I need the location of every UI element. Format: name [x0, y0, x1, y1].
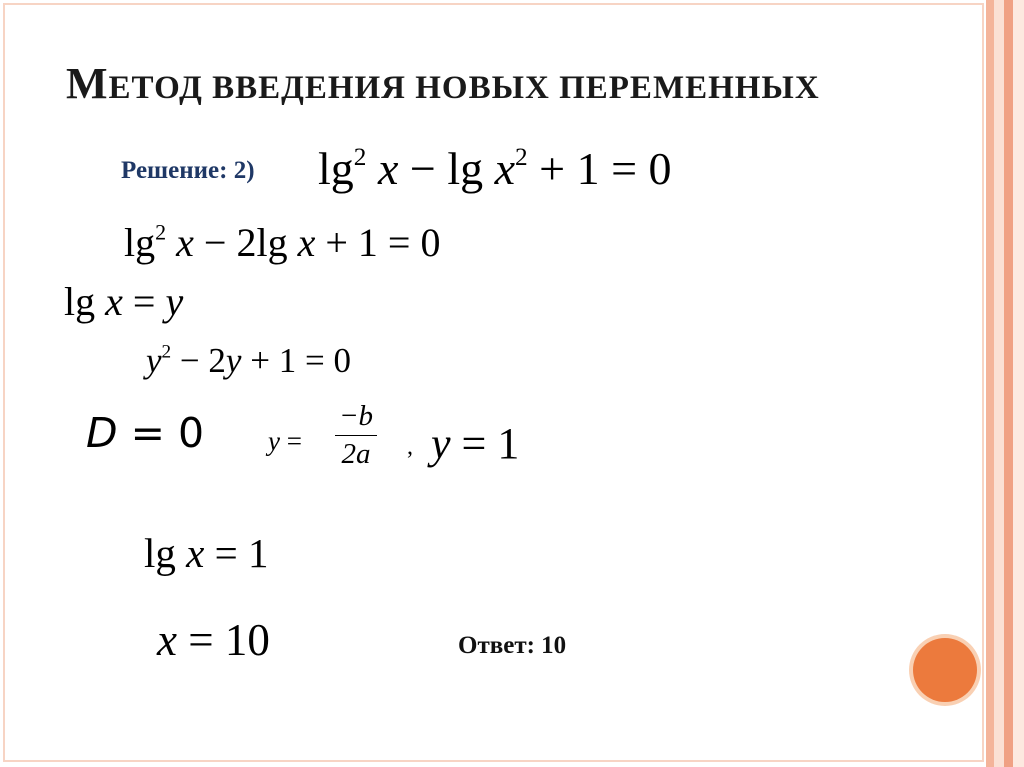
variable: x	[377, 143, 399, 194]
equation-expanded	[124, 219, 441, 265]
stripe	[986, 0, 994, 767]
equation-text: + 1 = 0	[539, 143, 672, 194]
variable: y	[225, 341, 242, 380]
stripe	[1013, 0, 1024, 767]
equation-text: = 0	[130, 409, 205, 457]
variable: x	[494, 143, 516, 194]
discriminant	[86, 409, 205, 457]
equation-text: = 10	[188, 615, 270, 665]
variable: x	[105, 279, 123, 324]
equation-text: lg	[318, 143, 354, 194]
solution-label: Решение: 2)	[121, 157, 255, 184]
vertex-formula-left	[268, 428, 302, 455]
variable: x	[176, 220, 194, 265]
variable: x	[157, 615, 177, 665]
equation-text: + 1 = 0	[250, 341, 351, 380]
decorative-stripes	[986, 0, 1024, 767]
variable: x	[297, 220, 316, 265]
equation-text: − 2lg	[203, 220, 288, 265]
exponent: 2	[515, 143, 528, 172]
equation-original	[318, 143, 672, 194]
decorative-circle	[913, 638, 977, 702]
separator-comma: ,	[407, 434, 413, 460]
variable: y	[165, 279, 184, 324]
title-initial: М	[66, 59, 109, 108]
operator: −	[409, 143, 436, 194]
variable: D	[86, 409, 118, 457]
stripe	[1004, 0, 1013, 767]
title-rest: ЕТОД ВВЕДЕНИЯ НОВЫХ ПЕРЕМЕННЫХ	[108, 70, 820, 106]
substitution	[64, 279, 184, 324]
operator: =	[286, 426, 302, 456]
equation-text: − 2	[179, 341, 226, 380]
quadratic-equation	[146, 343, 351, 378]
exponent: 2	[353, 143, 367, 172]
stripe	[994, 0, 1004, 767]
equation-text: lg	[124, 220, 156, 265]
variable: y	[268, 426, 280, 456]
equation-text: = 1	[214, 530, 269, 576]
equation-text: lg	[64, 279, 96, 324]
log-equation	[144, 530, 269, 576]
root-value	[431, 419, 520, 468]
fraction-denominator: 2a	[341, 438, 371, 470]
fraction-numerator: −b	[335, 402, 377, 436]
solution-x	[157, 615, 270, 665]
fraction	[335, 402, 377, 469]
equation-text: + 1 = 0	[325, 220, 441, 265]
equation-text: lg	[144, 530, 176, 576]
variable: y	[431, 419, 451, 468]
variable: y	[146, 341, 162, 380]
exponent: 2	[155, 219, 167, 245]
exponent: 2	[161, 341, 172, 363]
operator: =	[132, 279, 156, 324]
equation-text: lg	[447, 143, 484, 194]
slide-title	[66, 58, 820, 109]
variable: x	[186, 530, 205, 576]
equation-text: = 1	[461, 419, 520, 468]
answer-label: Ответ: 10	[458, 632, 567, 659]
